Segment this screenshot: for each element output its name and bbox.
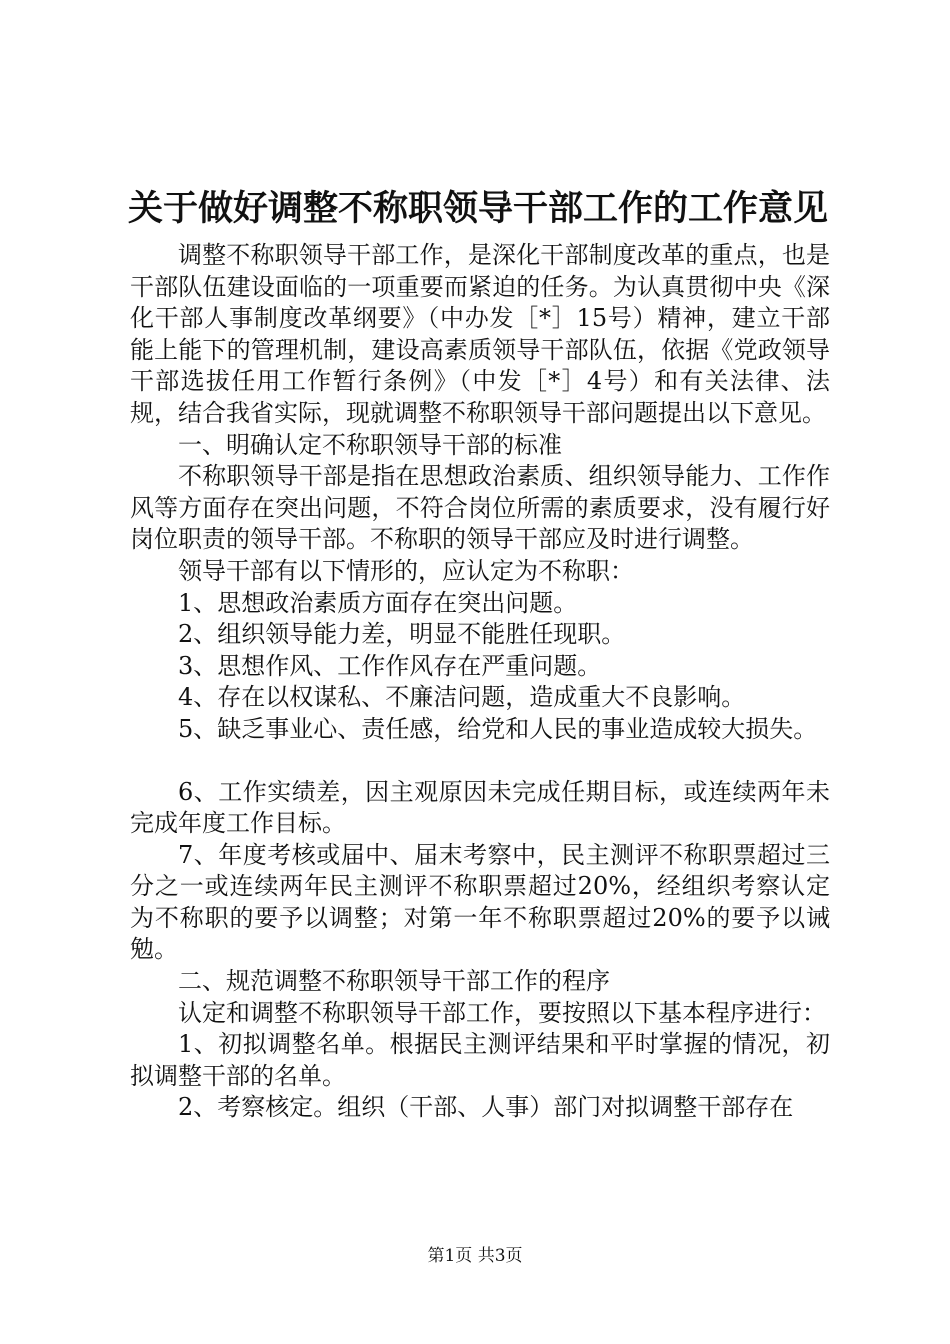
document-body xyxy=(130,240,830,1124)
list-item: 2、组织领导能力差，明显不能胜任现职。 xyxy=(178,620,626,649)
list-item: 2、考察核定。组织（干部、人事）部门对拟调整干部存在 xyxy=(178,1093,794,1122)
document-title: 关于做好调整不称职领导干部工作的工作意见 xyxy=(128,188,829,229)
list-item: 7、年度考核或届中、届末考察中，民主测评不称职票超过三分之一或连续两年民主测评不称职票超过20%，经组织考察认定为不称职的要予以调整；对第一年不称职票超过20%的要予以诫勉。 xyxy=(130,840,830,964)
section-heading-2: 二、规范调整不称职领导干部工作的程序 xyxy=(178,967,610,996)
paragraph-intro: 调整不称职领导干部工作，是深化干部制度改革的重点，也是干部队伍建设面临的一项重要而紧迫的任务。为认真贯彻中央《深化干部人事制度改革纲要》（中办发［*］15号）精神，建立干部能上能下的管理机制，建设高素质领导干部队伍，依据《党政领导干部选拔任用工作暂行条例》（中发［*］4号）和有关法律、法规，结合我省实际，现就调整不称职领导干部问题提出以下意见。 xyxy=(130,241,830,427)
list-item: 4、存在以权谋私、不廉洁问题，造成重大不良影响。 xyxy=(178,683,746,712)
list-item: 1、初拟调整名单。根据民主测评结果和平时掌握的情况，初拟调整干部的名单。 xyxy=(130,1030,830,1090)
list-item: 1、思想政治素质方面存在突出问题。 xyxy=(178,588,578,617)
section-heading-1: 一、明确认定不称职领导干部的标准 xyxy=(178,430,562,459)
page-footer: 第1页 共3页 xyxy=(427,1246,523,1266)
paragraph-procedure-intro: 认定和调整不称职领导干部工作，要按照以下基本程序进行： xyxy=(178,998,826,1027)
list-item: 5、缺乏事业心、责任感，给党和人民的事业造成较大损失。 xyxy=(178,714,818,743)
list-item: 3、思想作风、工作作风存在严重问题。 xyxy=(178,651,602,680)
paragraph-definition: 不称职领导干部是指在思想政治素质、组织领导能力、工作作风等方面存在突出问题，不符合岗位所需的素质要求，没有履行好岗位职责的领导干部。不称职的领导干部应及时进行调整。 xyxy=(130,462,830,554)
paragraph-criteria-intro: 领导干部有以下情形的，应认定为不称职： xyxy=(178,556,634,585)
list-item: 6、工作实绩差，因主观原因未完成任期目标，或连续两年未完成年度工作目标。 xyxy=(130,777,830,838)
